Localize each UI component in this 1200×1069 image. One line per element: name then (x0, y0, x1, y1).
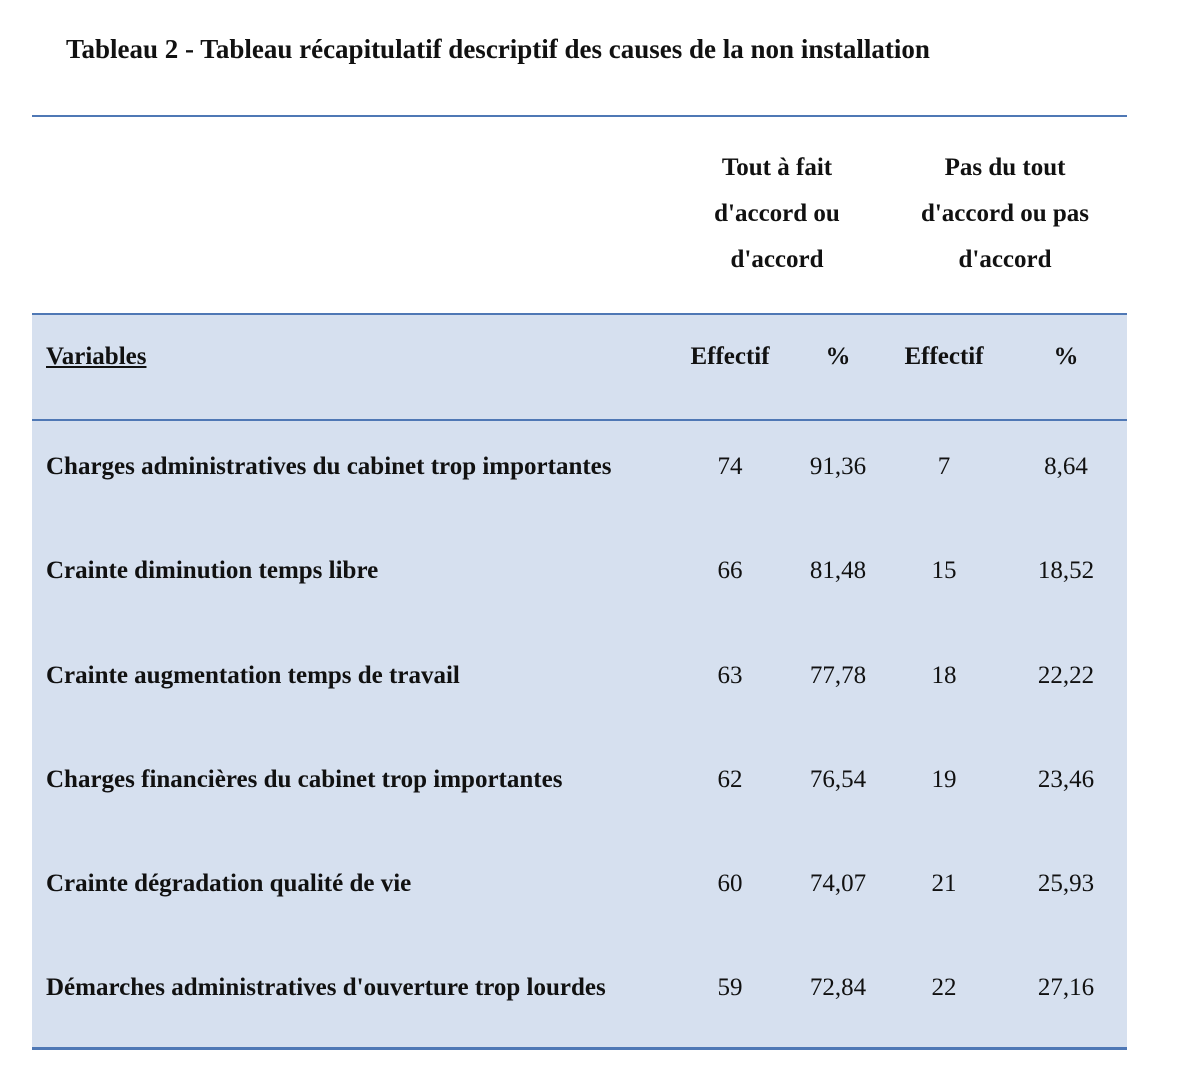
table-title: Tableau 2 - Tableau récapitulatif descriptif des causes de la non installation (66, 34, 930, 64)
row-label: Crainte augmentation temps de travail (46, 662, 460, 689)
group-header-disagree (900, 145, 1110, 283)
group-header-agree-line: d'accord (730, 246, 824, 273)
group-header-agree (692, 145, 862, 283)
column-header-effectif-agree: Effectif (690, 343, 770, 370)
cell-pct-disagree: 23,46 (1037, 766, 1095, 793)
cell-effectif-agree: 63 (717, 662, 743, 689)
cell-effectif-agree: 74 (717, 453, 743, 480)
cell-effectif-agree: 62 (717, 766, 743, 793)
cell-effectif-disagree: 15 (931, 557, 957, 584)
cell-pct-agree: 76,54 (809, 766, 867, 793)
cell-effectif-disagree: 22 (931, 974, 957, 1001)
summary-table (32, 115, 1127, 1051)
column-header-pct-agree: % (825, 343, 851, 370)
column-header-effectif-disagree: Effectif (904, 343, 984, 370)
group-header-agree-line: Tout à fait (721, 154, 833, 181)
table-row (32, 557, 1127, 607)
cell-effectif-agree: 66 (717, 557, 743, 584)
row-label: Charges administratives du cabinet trop importantes (46, 453, 612, 480)
cell-effectif-disagree: 7 (937, 453, 951, 480)
cell-pct-disagree: 27,16 (1037, 974, 1095, 1001)
cell-pct-agree: 81,48 (809, 557, 867, 584)
row-label: Charges financières du cabinet trop importantes (46, 766, 563, 793)
cell-effectif-disagree: 21 (931, 870, 957, 897)
row-label: Crainte diminution temps libre (46, 557, 379, 584)
cell-pct-agree: 91,36 (809, 453, 867, 480)
cell-effectif-disagree: 18 (931, 662, 957, 689)
row-label: Crainte dégradation qualité de vie (46, 870, 412, 897)
group-header-agree-line: d'accord ou (714, 200, 840, 227)
cell-pct-disagree: 25,93 (1037, 870, 1095, 897)
table-row (32, 766, 1127, 816)
cell-pct-agree: 74,07 (809, 870, 867, 897)
header-rule (32, 313, 1127, 315)
bottom-rule (32, 1047, 1127, 1050)
cell-pct-disagree: 18,52 (1037, 557, 1095, 584)
cell-effectif-agree: 59 (717, 974, 743, 1001)
cell-pct-disagree: 8,64 (1044, 453, 1088, 480)
column-header-variables: Variables (46, 343, 147, 370)
row-label: Démarches administratives d'ouverture trop lourdes (46, 974, 606, 1001)
group-header-disagree-line: d'accord (958, 246, 1052, 273)
column-header-rule (32, 419, 1127, 421)
cell-pct-disagree: 22,22 (1037, 662, 1095, 689)
cell-effectif-agree: 60 (717, 870, 743, 897)
group-header-disagree-line: d'accord ou pas (920, 200, 1090, 227)
group-header-disagree-line: Pas du tout (944, 154, 1066, 181)
cell-pct-agree: 72,84 (809, 974, 867, 1001)
cell-effectif-disagree: 19 (931, 766, 957, 793)
table-row (32, 453, 1127, 503)
table-row (32, 974, 1127, 1024)
top-rule (32, 115, 1127, 117)
column-header-pct-disagree: % (1053, 343, 1079, 370)
cell-pct-agree: 77,78 (809, 662, 867, 689)
table-row (32, 662, 1127, 712)
table-row (32, 870, 1127, 920)
